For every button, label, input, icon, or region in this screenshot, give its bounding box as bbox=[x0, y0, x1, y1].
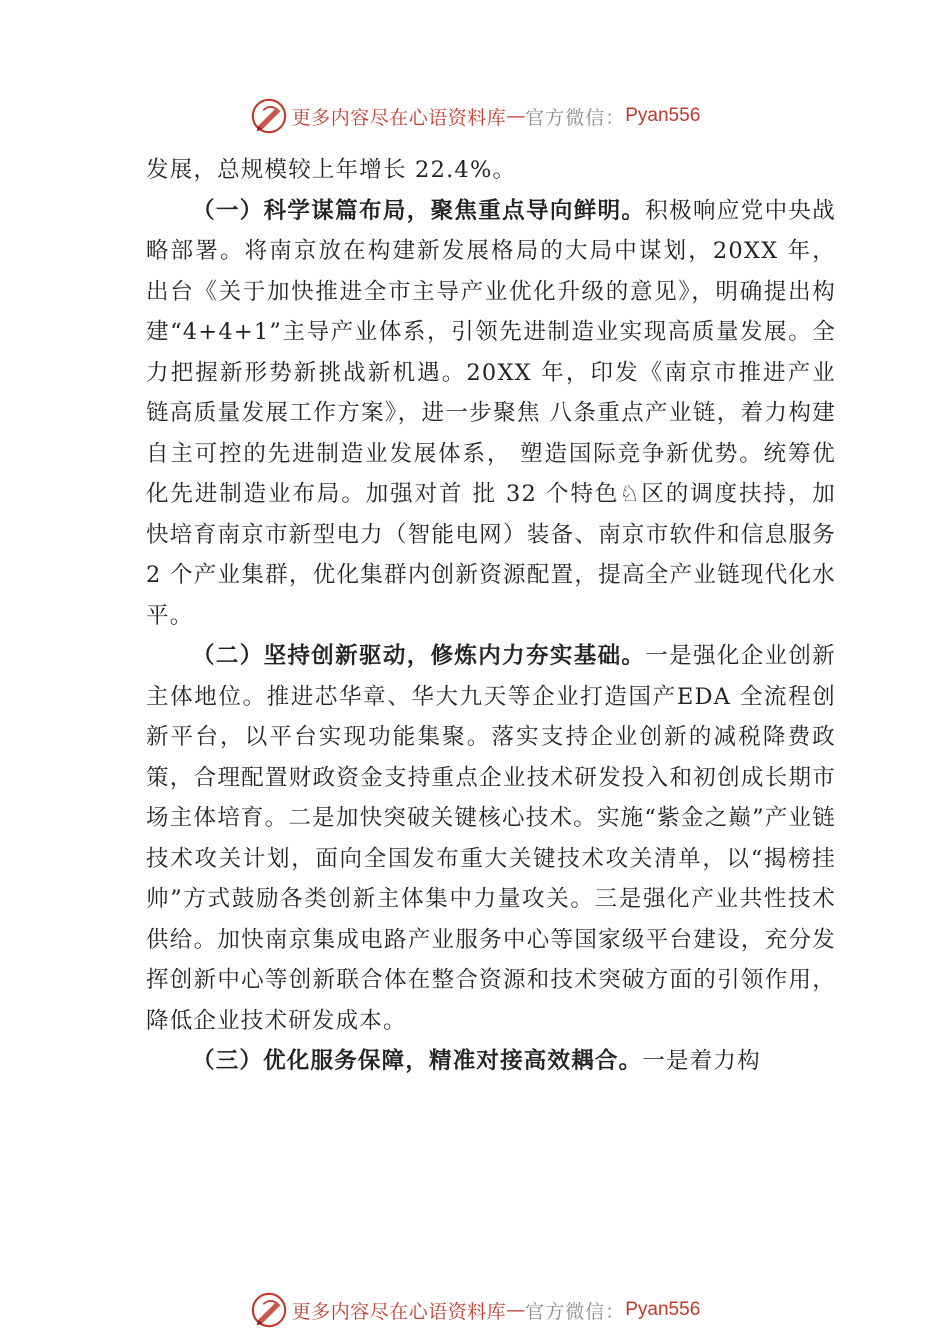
paragraph-section-3 bbox=[146, 1041, 836, 1082]
watermark-wechat-label: 官方微信： bbox=[525, 106, 626, 129]
paragraph-section-1 bbox=[146, 191, 836, 637]
watermark-red-text: 更多内容尽在心语资料库 bbox=[291, 1300, 507, 1323]
watermark-header bbox=[0, 96, 950, 136]
watermark-dash: — bbox=[506, 1299, 526, 1321]
watermark-red-text: 更多内容尽在心语资料库 bbox=[291, 106, 507, 129]
watermark-account-id: Pyan556 bbox=[625, 1299, 701, 1320]
section-heading: （二）坚持创新驱动，修炼内力夯实基础。 bbox=[192, 643, 646, 669]
document-body bbox=[146, 150, 836, 1082]
paragraph-body: 积极响应党中央战略部署。将南京放在构建新发展格局的大局中谋划，20XX 年，出台《关于加快推进全市主导产业优化升级的意见》，明确提出构建“4+4+1”主导产业体系，引领先进制造业实现高质量发展。全力把握新形势新挑战新机遇。20XX 年，印发《南京市推进产业链高质量发展工作方案》，进一步聚焦 八条重点产业链，着力构建自主可控的先进制造业发展体系， 塑造国际竞争新优势。统筹优化先进制造业布局。加强对首 批 32 个特色♘区的调度扶持，加快培育南京市新型电力（智能电网）装备、南京市软件和信息服务 2 个产业集群，优化集群内创新资源配置，提高全产业链现代化水平。 bbox=[146, 197, 836, 629]
paragraph-section-2 bbox=[146, 636, 836, 1041]
watermark-footer bbox=[0, 1290, 950, 1330]
paragraph-body: 一是强化企业创新主体地位。推进芯华章、华大九天等企业打造国产EDA 全流程创新平台，以平台实现功能集聚。落实支持企业创新的减税降费政策，合理配置财政资金支持重点企业技术研发投入和初创成长期市场主体培育。二是加快突破关键核心技术。实施“紫金之巅”产业链技术攻关计划，面向全国发布重大关键技术攻关清单，以“揭榜挂帅”方式鼓励各类创新主体集中力量攻关。三是强化产业共性技术供给。加快南京集成电路产业服务中心等国家级平台建设，充分发挥创新中心等创新联合体在整合资源和技术突破方面的引领作用，降低企业技术研发成本。 bbox=[146, 643, 836, 1034]
pen-logo-icon bbox=[250, 97, 288, 135]
watermark-account-id: Pyan556 bbox=[625, 105, 701, 126]
section-heading: （三）优化服务保障，精准对接高效耦合。 bbox=[192, 1048, 643, 1074]
pen-logo-icon bbox=[250, 1291, 288, 1329]
watermark-wechat-label: 官方微信： bbox=[525, 1300, 626, 1323]
watermark-dash: — bbox=[506, 105, 526, 127]
section-heading: （一）科学谋篇布局，聚焦重点导向鲜明。 bbox=[192, 197, 646, 224]
paragraph-body: 发展，总规模较上年增长 22.4%。 bbox=[146, 157, 517, 183]
paragraph-continuation bbox=[146, 150, 836, 191]
paragraph-body: 一是着力构 bbox=[642, 1048, 761, 1074]
